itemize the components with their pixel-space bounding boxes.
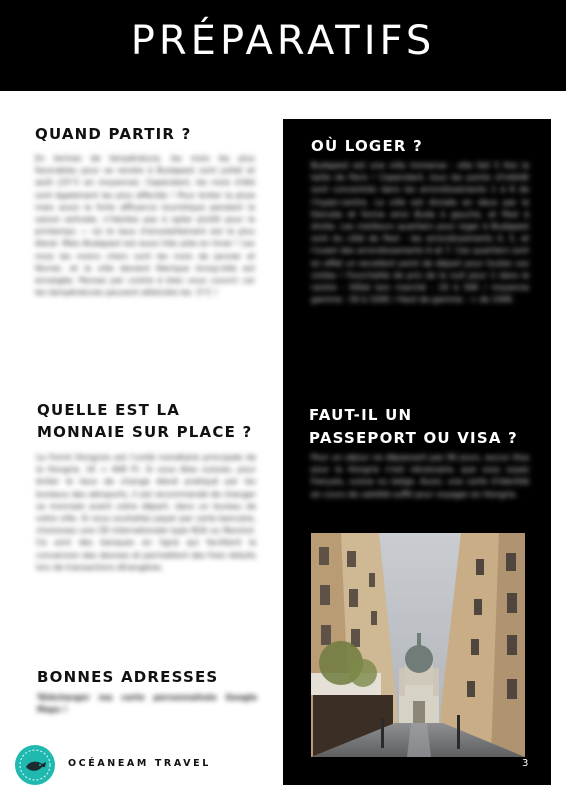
visa-text: Pour un séjour ne dépassant pas 90 jours, aucun Visa pour la Hongrie n'est nécessaire, que vous soyez français, suisse ou belge. Aussi, une carte d'identité en cours de validité suffit pour voyager en Hongrie. [311, 453, 529, 499]
page-number: 3 [522, 758, 529, 769]
where-to-stay-text: Budapest est une ville immense : elle fait 5 fois la taille de Paris ! Cependant, tous les points d'intérêt sont concentrés dans les arrondissements 1 à 8 de l'hyper-centre. La ville est divisée en deux par le Danube et forme ainsi Buda à gauche, et Pest à droite. Les meilleurs quartiers pour loger à Budapest sont du côté de Pest : les arrondissements 4, 5, et l'ouest des arrondissements 6 et 7. Ces quartiers sont en effet un excellent point de départ pour toutes vos visites ! Fourchette de prix de la nuit pour 2 dans le centre : Hôtel bon marché : 20 à 50€ / moyenne gamme : 50 à 100€ / Haut de gamme : + de 100€. [311, 161, 529, 305]
currency-heading-line1: QUELLE EST LA [37, 401, 181, 419]
brand-name: OCÉANEAM TRAVEL [68, 758, 211, 769]
oceaneam-logo-icon [15, 745, 55, 785]
when-to-go-text: En termes de température, les mois les plus favorables pour se rendre à Budapest sont juillet et août (25°C en moyenne). Cependant, les mois d'été sont également les plus affectés ! Pour éviter la pluie mais aussi la forte affluence touristique pendant la saison estivale, n'hésitez pas à opter plutôt pour le printemps — où le taux d'ensoleillement est le plus élevé. Mais Budapest est aussi très jolie en hiver ! Les mois les moins chers sont les mois de janvier et février, et la ville devient féerique lorsqu'elle est enneigée. Pensez par contre à bien vous couvrir car les températures peuvent atteindre les -5°C ! [35, 154, 255, 298]
currency-heading-line2: MONNAIE SUR PLACE ? [37, 423, 253, 441]
visa-heading-line2: PASSEPORT OU VISA ? [309, 429, 518, 447]
page-title: PRÉPARATIFS [130, 18, 436, 64]
page-header [0, 0, 566, 91]
visa-heading-line1: FAUT-IL UN [309, 406, 413, 424]
where-to-stay-heading: OÙ LOGER ? [311, 137, 423, 155]
google-maps-link[interactable]: Télécharger ma carte personnalisée Google Maps ! [37, 693, 257, 715]
currency-text: Le Forint Hongrois est l'unité monétaire principale de la Hongrie. 1€ = 408 Ft. Si vous êtes suisses, pour éviter le taux de change élevé pratiqué par les bureaux des aéroports, il est recommandé de changer sa monnaie avant votre départ, dans un bureau de votre ville. Si vous souhaitez payer par carte bancaire, choisissez une CB internationale type N26 ou Revolut. Ce sont des banques en ligne qui facilitent la conversion des devises et permettent des frais réduits lors de transactions étrangères. [36, 453, 256, 572]
street-photo [311, 533, 525, 757]
when-to-go-heading: QUAND PARTIR ? [35, 125, 192, 143]
good-addresses-heading: BONNES ADRESSES [37, 668, 219, 686]
